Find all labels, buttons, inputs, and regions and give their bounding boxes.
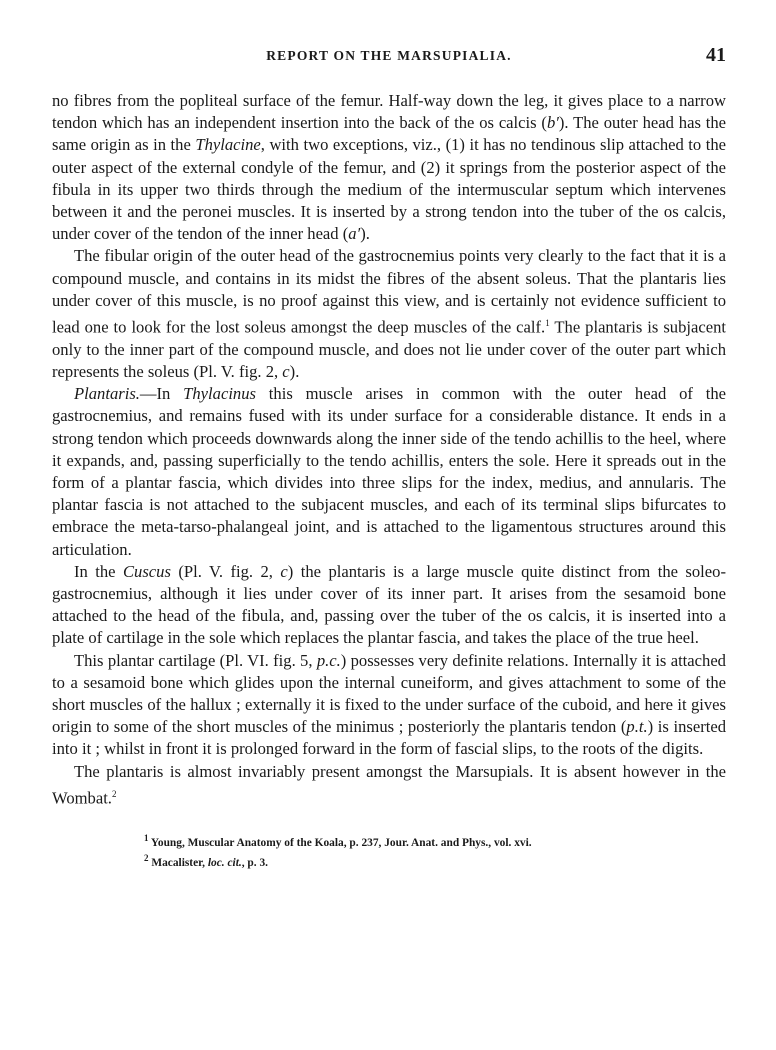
footnote-2 [144,850,726,871]
text-run: ). The outer head has the same origin as in the [52,113,726,155]
italic-text: c [280,561,288,581]
text-run: The fibular origin of the outer head of the gastrocnemius points very clearly to the fact that it is a compound muscle, and contains in its midst the fibres of the absent soleus. That the plantaris lies under cover of this muscle, is no proof against this view, and is certainly not evidence sufficient to lead one to look for the lost soleus amongst the deep muscles of the calf. [52,246,726,337]
italic-text: Cuscus [122,561,171,581]
text-run: ) possesses very definite relations. Internally it is attached to a sesamoid bone which glides upon the internal cuneiform, and gives attachment to some of the short muscles of the hallux ; externally it is fixed to the under surface of the cuboid, and here it gives origin to some of the short muscles of the minimus ; posteriorly the plantaris tendon ( [52,650,726,737]
italic-text: a′ [348,224,361,244]
paragraph-3-plantaris [52,383,726,561]
paragraph-6 [52,761,726,810]
paragraph-1 [52,90,726,245]
footnotes [52,830,726,872]
italic-text: c [282,361,290,381]
text-run: ). [289,361,300,381]
italic-text: loc. cit. [207,857,242,870]
body-text [52,90,726,810]
text-run: ) is inserted into it ; whilst in front it is prolonged forward in the form of fascial slips, to the roots of the digits. [52,717,727,759]
page-number: 41 [706,44,726,66]
paragraph-4-cuscus [52,561,726,650]
paragraph-2 [52,245,726,383]
text-run: , with two exceptions, viz., (1) it has no tendinous slip attached to the outer aspect of the external condyle of the femur, and (2) it springs from the posterior aspect of the fibula in its upper two thirds through the medium of the intermuscular septum which intervenes between it and the peronei muscles. It is inserted by a strong tendon into the tuber of the os calcis, under cover of the tendon of the inner head ( [52,135,726,244]
page-header [52,44,726,74]
italic-text: Plantaris. [74,384,140,404]
italic-text: p.t. [626,717,648,737]
text-run: this muscle arises in common with the outer head of the gastrocnemius, and remains fused with its under surface for a considerable distance. It ends in a strong tendon which proceeds downwards along the inner side of the tendo achillis to the heel, where it expands, and, passing superficially to the tendo achillis, enters the sole. Here it spreads out in the form of a plantar fascia, which divides into three slips for the index, medius, and annularis. The plantar fascia is not attached to the subjacent muscles, and each of its terminal slips bifurcates to embrace the meta-tarso-phalangeal joint, and is attached to the ligamentous structures around this articulation. [52,384,726,559]
text-run: The plantaris is almost invariably present amongst the Marsupials. It is absent however in the Wombat. [52,761,726,808]
italic-text: p.c. [316,650,341,670]
footnote-marker: 1 [144,832,149,843]
text-run: ) the plantaris is a large muscle quite distinct from the soleo-gastrocnemius, although it lies under cover of its inner part. It arises from the sesamoid bone attached to the head of the fibula, and, passing over the tuber of the os calcis, it is inserted into a plate of cartilage in the sole which replaces the plantar fascia, and takes the place of the true heel. [52,561,726,648]
text-run: no fibres from the popliteal surface of the femur. Half-way down the leg, it gives place to a narrow tendon which has an independent insertion into the back of the os calcis ( [52,91,726,133]
paragraph-5-plantar-cartilage [52,650,726,761]
text-run: Young, Muscular Anatomy of the Koala, p. 237, Jour. Anat. and Phys., vol. xvi. [148,836,532,849]
text-run: The plantaris is subjacent only to the inner part of the compound muscle, and does not lie under cover of the outer part which represents the soleus (Pl. V. fig. 2, [52,317,726,381]
italic-text: Thylacinus [183,384,256,404]
text-run: This plantar cartilage (Pl. VI. fig. 5, [74,650,317,670]
running-head: REPORT ON THE MARSUPIALIA. [266,48,512,63]
text-run: , p. 3. [241,857,269,870]
text-run: (Pl. V. fig. 2, [170,561,281,581]
footnote-marker: 1 [545,318,550,329]
italic-text: b′ [546,113,559,133]
text-run: ). [360,224,370,244]
footnote-1 [144,830,726,851]
footnote-marker: 2 [144,853,149,864]
text-run: —In [139,384,184,404]
text-run: Macalister, [148,857,208,870]
page [52,44,726,871]
footnote-marker: 2 [111,788,117,799]
text-run: In the [74,561,123,581]
italic-text: Thylacine [195,135,261,155]
